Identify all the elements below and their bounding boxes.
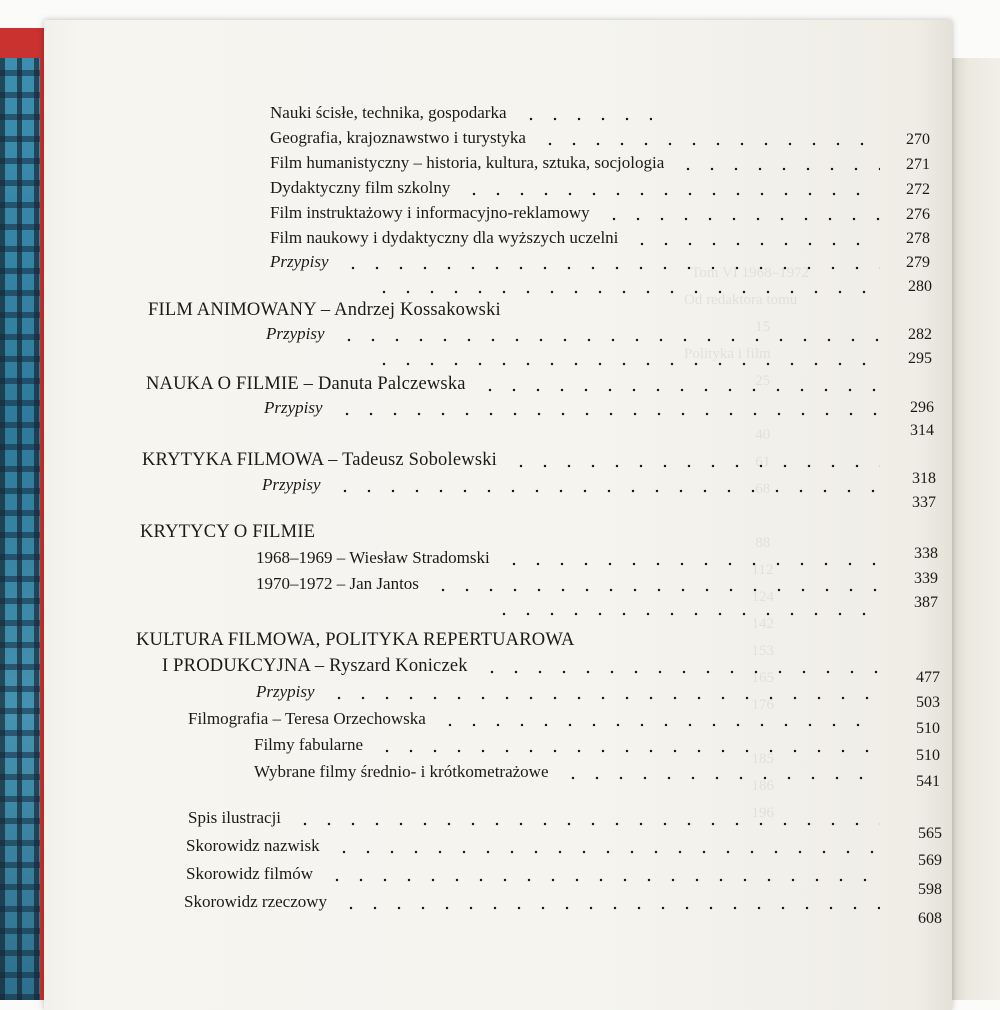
dot-leader xyxy=(369,749,880,753)
dot-leader xyxy=(425,588,880,592)
toc-entry-label: Film naukowy i dydaktyczny dla wyższych uczelni xyxy=(270,228,619,247)
toc-entry-label: 1968–1969 – Wiesław Stradomski xyxy=(256,548,490,567)
dot-leader xyxy=(327,489,880,493)
toc-entry[interactable] xyxy=(186,862,886,886)
page-number: 387 xyxy=(914,594,938,611)
dot-leader xyxy=(287,822,880,826)
dot-leader xyxy=(366,362,880,366)
toc-entry[interactable] xyxy=(254,733,886,757)
toc-entry[interactable] xyxy=(262,473,886,497)
toc-entry[interactable] xyxy=(270,126,886,150)
page-number: 565 xyxy=(918,825,942,842)
toc-entry[interactable] xyxy=(270,201,886,225)
toc-leader-row xyxy=(360,274,886,298)
toc-entry[interactable] xyxy=(270,101,658,125)
dot-leader xyxy=(503,464,880,468)
dot-leader xyxy=(486,612,880,616)
toc-entry-label: Spis ilustracji xyxy=(188,808,282,827)
page-number: 503 xyxy=(916,694,940,711)
page-number: 338 xyxy=(914,545,938,562)
dot-leader xyxy=(331,338,880,342)
page-number: 477 xyxy=(916,669,940,686)
toc-section-heading[interactable] xyxy=(148,298,648,322)
dot-leader xyxy=(335,266,880,270)
page-number: 296 xyxy=(910,399,934,416)
dot-leader xyxy=(596,217,880,221)
toc-section-heading[interactable] xyxy=(136,628,756,652)
toc-entry[interactable] xyxy=(256,572,886,596)
page-number: 279 xyxy=(906,254,930,271)
dot-leader xyxy=(624,242,880,246)
dot-leader xyxy=(474,670,880,674)
toc-entry-label: Przypisy xyxy=(256,682,315,701)
dot-leader xyxy=(513,117,652,121)
toc-entry-label: Filmy fabularne xyxy=(254,735,364,754)
page-number: 510 xyxy=(916,720,940,737)
page-number: 270 xyxy=(906,131,930,148)
dot-leader xyxy=(329,412,880,416)
dot-leader xyxy=(319,878,880,882)
dot-leader xyxy=(496,562,880,566)
toc-entry-label: Film instruktażowy i informacyjno-reklamowy xyxy=(270,203,590,222)
toc-entry[interactable] xyxy=(270,250,886,274)
page-number: 541 xyxy=(916,773,940,790)
toc-section-heading[interactable] xyxy=(142,448,886,472)
toc-entry[interactable] xyxy=(270,226,886,250)
toc-entry[interactable] xyxy=(186,834,886,858)
toc-entry[interactable] xyxy=(184,890,886,914)
page-number: 271 xyxy=(906,156,930,173)
cover-artwork xyxy=(0,58,40,1000)
dot-leader xyxy=(456,192,880,196)
dot-leader xyxy=(366,290,880,294)
dot-leader xyxy=(432,723,880,727)
toc-entry-label: FILM ANIMOWANY – Andrzej Kossakowski xyxy=(148,300,501,320)
page-number: 280 xyxy=(908,278,932,295)
toc-entry-label: Skorowidz rzeczowy xyxy=(184,892,328,911)
toc-entry[interactable] xyxy=(256,546,886,570)
toc-entry[interactable] xyxy=(188,707,886,731)
toc-entry-label: Przypisy xyxy=(262,475,321,494)
toc-entry-label: KRYTYKA FILMOWA – Tadeusz Sobolewski xyxy=(142,450,498,470)
toc-entry[interactable] xyxy=(270,151,886,175)
toc-leader-row xyxy=(480,596,886,620)
adjacent-page-edge xyxy=(948,58,1000,1000)
toc-entry-label: Film humanistyczny – historia, kultura, sztuka, socjologia xyxy=(270,153,665,172)
toc-entry-label: I PRODUKCYJNA – Ryszard Koniczek xyxy=(162,656,468,676)
page-number: 510 xyxy=(916,747,940,764)
page-number: 276 xyxy=(906,206,930,223)
page-number: 569 xyxy=(918,852,942,869)
page-number: 282 xyxy=(908,326,932,343)
page-number: 272 xyxy=(906,181,930,198)
toc-entry-label: NAUKA O FILMIE – Danuta Palczewska xyxy=(146,374,466,394)
toc-entry-label: Przypisy xyxy=(264,398,323,417)
toc-entry-label: Geografia, krajoznawstwo i turystyka xyxy=(270,128,526,147)
toc-section-heading[interactable] xyxy=(162,654,886,678)
toc-entry[interactable] xyxy=(264,396,886,420)
dot-leader xyxy=(670,167,880,171)
toc-entry-label: Skorowidz nazwisk xyxy=(186,836,320,855)
toc-entry[interactable] xyxy=(254,760,886,784)
page-number: 337 xyxy=(912,494,936,511)
page-number: 598 xyxy=(918,881,942,898)
toc-section-heading[interactable] xyxy=(140,520,540,544)
page-number: 278 xyxy=(906,230,930,247)
toc-entry-label: Skorowidz filmów xyxy=(186,864,314,883)
bleed-through-text: Tom VI 1968–1972 Od redaktora tomu 15 Polityka i film 25 40 61 88 112 124 142 153 165 176 185 186 196 xyxy=(684,265,810,821)
page-number: 608 xyxy=(918,910,942,927)
toc-entry-label: Nauki ścisłe, technika, gospodarka xyxy=(270,103,507,122)
page-number: 339 xyxy=(914,570,938,587)
toc-entry[interactable] xyxy=(270,176,886,200)
toc-entry[interactable] xyxy=(256,680,886,704)
toc-entry-label: KRYTYCY O FILMIE xyxy=(140,522,316,542)
dot-leader xyxy=(333,906,880,910)
page-number: 318 xyxy=(912,470,936,487)
toc-entry[interactable] xyxy=(188,806,886,830)
dot-leader xyxy=(532,142,880,146)
toc-entry-label: 1970–1972 – Jan Jantos xyxy=(256,574,419,593)
toc-entry-label: Przypisy xyxy=(266,324,325,343)
toc-entry-label: KULTURA FILMOWA, POLITYKA REPERTUAROWA xyxy=(136,630,575,650)
dot-leader xyxy=(321,696,880,700)
page-number: 295 xyxy=(908,350,932,367)
toc-entry-label: Wybrane filmy średnio- i krótkometrażowe xyxy=(254,762,549,781)
dot-leader xyxy=(326,850,880,854)
dot-leader xyxy=(472,388,880,392)
page-number: 314 xyxy=(910,422,934,439)
dot-leader xyxy=(555,776,881,780)
toc-section-heading[interactable] xyxy=(146,372,886,396)
toc-entry-label: Dydaktyczny film szkolny xyxy=(270,178,451,197)
toc-entry[interactable] xyxy=(266,322,886,346)
toc-leader-row xyxy=(360,346,886,370)
toc-entry-label: Filmografia – Teresa Orzechowska xyxy=(188,709,426,728)
toc-entry-label: Przypisy xyxy=(270,252,329,271)
